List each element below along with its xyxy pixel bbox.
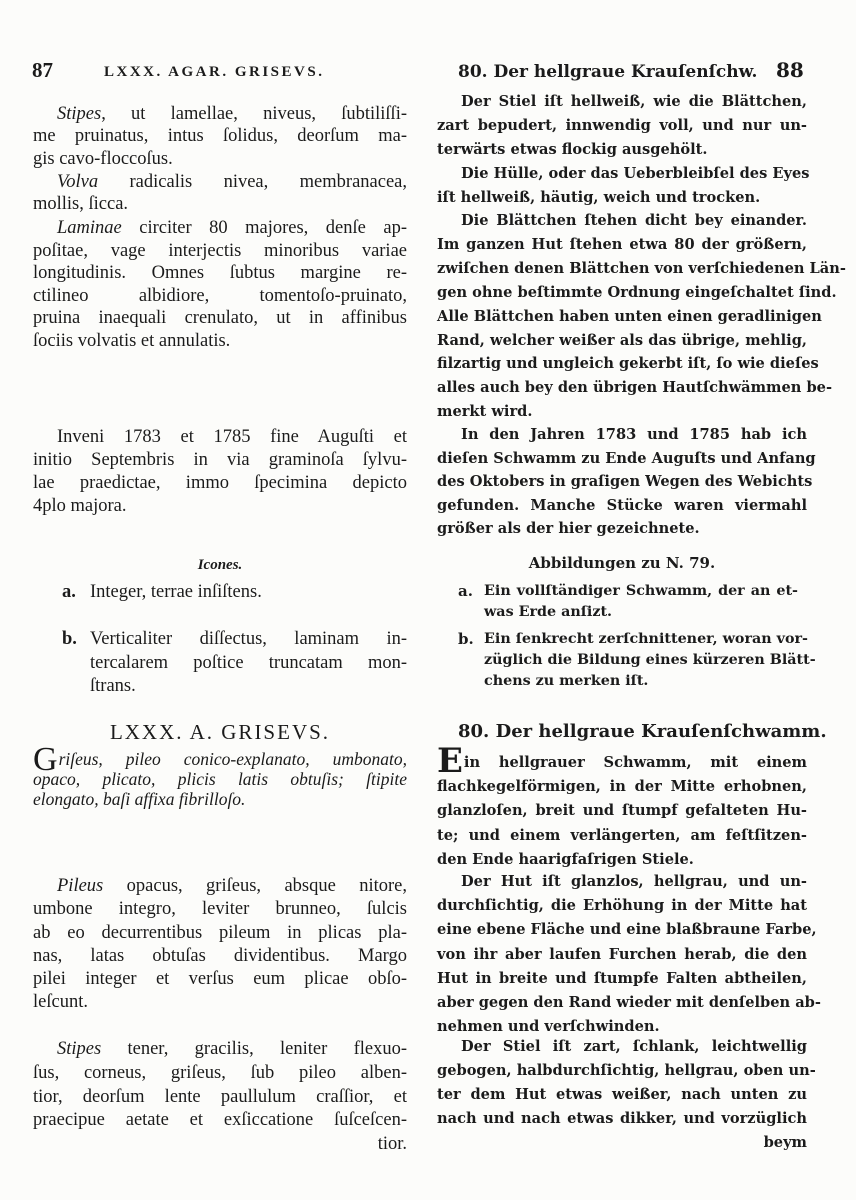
text-line: merkt wird.	[437, 403, 533, 421]
text-line: Hut in breite und ſtumpfe Falten abtheilen,	[437, 969, 807, 987]
paragraph-stipes	[33, 103, 407, 170]
text-line: ab eo decurrentibus pileum in plicas pla-	[33, 922, 407, 943]
text-line: ctilineo albidiore, tomentoſo-pruinato,	[33, 285, 407, 306]
text-line: In den Jahren 1783 und 1785 hab ich	[461, 426, 807, 443]
text-line: von ihr aber laufen Furchen herab, die den	[437, 945, 807, 963]
text-line: Der Stiel iſt hellweiß, wie die Blättchen,	[461, 93, 807, 110]
text-line: alles auch bey den übrigen Hautſchwämmen be-	[437, 379, 833, 397]
text-line: Integer, terrae inſiſtens.	[90, 582, 262, 602]
text-line: Die Hülle, oder das Ueberbleibſel des Eyes	[461, 165, 810, 182]
text-line	[33, 875, 407, 898]
paragraph-pileus	[33, 875, 407, 1015]
list-item-b	[484, 629, 816, 692]
list-label-b: b.	[62, 629, 77, 649]
paragraph-stipes-2	[33, 1038, 407, 1157]
list-item-b	[90, 628, 407, 699]
text-line: lae praedictae, immo ſpecimina depicto	[33, 473, 407, 493]
text-line: Inveni 1783 et 1785 fine Auguſti et	[57, 427, 407, 447]
text-line: Rand, welcher weißer als das übrige, mehlig,	[437, 331, 807, 349]
paragraph-volva	[33, 171, 407, 216]
text-line: aber gegen den Rand wieder mit denſelben ab-	[437, 994, 821, 1012]
line-text: tener, gracilis, leniter flexuo-	[101, 1039, 407, 1059]
text-line: elongato, baſi affixa fibrilloſo.	[33, 788, 246, 809]
text-line: 4plo majora.	[33, 496, 127, 516]
section-heading: LXXX. A. GRISEVS.	[109, 720, 331, 744]
drop-cap: G	[33, 741, 58, 778]
text-line	[33, 741, 407, 778]
text-line	[33, 103, 407, 125]
text-line: pruina inaequali crenulato, ut in affinibus	[33, 308, 407, 329]
text-line: iſt hellweiß, häutig, weich und trocken.	[437, 188, 761, 206]
text-line: pilei integer et verſus eum plicae obſo-	[33, 969, 407, 990]
line-text: circiter 80 majores, denſe ap-	[121, 218, 407, 238]
text-line: gis cavo-floccoſus.	[33, 148, 173, 169]
text-line: dieſen Schwamm zu Ende Auguſts und Anfang	[437, 449, 816, 467]
text-line: glanzloſen, breit und ſtumpf gefalteten Hu-	[437, 802, 807, 820]
text-line: gebogen, halbdurchſichtig, hellgrau, oben un-	[437, 1062, 816, 1080]
text-line: opaco, plicato, plicis latis obtuſis; ſtipite	[33, 769, 407, 789]
paragraph-laminae	[33, 217, 407, 353]
lead-word: Stipes	[57, 1039, 102, 1059]
text-line: mollis, ſicca.	[33, 194, 129, 215]
lead-word: Pileus	[57, 876, 104, 896]
text-line: nach und nach etwas dikker, und vorzüglich	[437, 1110, 807, 1128]
icones-title: Icones.	[197, 557, 243, 573]
text-line: praecipue aetate et exſiccatione ſuſceſcen-	[33, 1110, 407, 1131]
text-line: was Erde anſizt.	[484, 604, 613, 620]
list-item-a	[484, 581, 798, 623]
paragraph-stiel	[437, 90, 807, 161]
text-line: zart bepudert, innwendig voll, und nur un-	[437, 116, 807, 134]
text-line: Verticaliter diſſectus, laminam in-	[90, 629, 407, 649]
abbildungen-title: Abbildungen zu N. 79.	[528, 554, 716, 572]
page-number: 88	[776, 58, 804, 82]
running-title: LXXX. AGAR. GRISEVS.	[104, 64, 325, 80]
text-line: größer als der hier gezeichnete.	[437, 520, 700, 537]
text-line: me pruinatus, intus ſolidus, deorſum ma-	[33, 126, 407, 147]
text-line: ſociis volvatis et annulatis.	[33, 330, 231, 351]
list-label-a: a.	[458, 582, 473, 600]
paragraph-beschreibung	[437, 741, 807, 872]
lead-word: Stipes	[57, 104, 102, 124]
text-line: initio Septembris in via graminoſa ſylvu-	[33, 450, 407, 470]
text-line: gen ohne beſtimmte Ordnung eingeſchaltet ſind.	[437, 283, 837, 301]
text-line: flachkegelförmigen, in der Mitte erhobnen,	[437, 778, 807, 796]
text-line: ſtrans.	[90, 676, 136, 696]
list-item-a	[90, 581, 407, 604]
text-line: des Oktobers in graſigen Wegen des Webichts	[437, 473, 813, 490]
text-line: Alle Blättchen haben unten einen geradlinigen	[437, 307, 822, 325]
section-heading: 80. Der hellgraue Krauſenſchwamm.	[458, 721, 827, 742]
text-line: te; und einem verlängerten, am feſtſitzen-	[437, 826, 807, 844]
line-text: in hellgrauer Schwamm, mit einem	[463, 754, 807, 771]
text-line	[437, 741, 807, 781]
text-line: poſitae, vage interjectis minoribus variae	[33, 240, 407, 261]
text-line: nas, latas obtuſas dividentibus. Margo	[33, 945, 407, 966]
text-line: eine ebene Fläche und eine blaßbraune Farbe,	[437, 921, 817, 939]
text-line: beym	[763, 1134, 807, 1152]
text-line	[33, 217, 407, 240]
text-line: Der Hut iſt glanzlos, hellgrau, und un-	[461, 873, 807, 890]
lead-word: Volva	[57, 172, 99, 192]
running-title: 80. Der hellgraue Krauſenſchw.	[458, 62, 758, 82]
diagnosis-paragraph	[33, 741, 407, 809]
text-line	[33, 1038, 407, 1062]
text-line: terwärts etwas flockig ausgehölt.	[437, 140, 708, 158]
list-label-b: b.	[458, 630, 474, 648]
text-line: züglich die Bildung eines kürzeren Blätt-	[484, 652, 816, 668]
paragraph-inveni	[33, 426, 407, 518]
text-line: chens zu merken iſt.	[484, 673, 649, 689]
text-line: ſus, corneus, griſeus, ſub pileo alben-	[33, 1062, 407, 1083]
text-line: gefunden. Manche Stücke waren viermahl	[437, 496, 807, 514]
text-line: Der Stiel iſt zart, ſchlank, leichtwellig	[461, 1038, 807, 1055]
line-text: riſeus, pileo conico-explanato, umbonato,	[58, 749, 407, 769]
paragraph-hut	[437, 870, 821, 1039]
text-line: umbone integro, leviter brunneo, ſulcis	[33, 899, 407, 920]
text-line: nehmen und verſchwinden.	[437, 1018, 660, 1036]
text-line	[33, 171, 407, 193]
text-line: zwiſchen denen Blättchen von verſchiedenen Län-	[437, 259, 846, 277]
text-line: durchſichtig, die Erhöhung in der Mitte hat	[437, 897, 807, 915]
page-number: 87	[32, 58, 53, 82]
text-line: longitudinis. Omnes ſubtus margine re-	[33, 263, 407, 284]
list-label-a: a.	[62, 582, 76, 602]
paragraph-fundort	[437, 423, 816, 541]
text-line: tior, deorſum lente paullulum craſſior, et	[33, 1086, 407, 1107]
text-line: Im ganzen Hut ſtehen etwa 80 der größern,	[437, 235, 807, 253]
line-text: opacus, griſeus, absque nitore,	[103, 876, 407, 896]
text-line: tior.	[377, 1134, 407, 1155]
paragraph-stiel-2	[437, 1035, 816, 1155]
text-line: ter dem Hut etwas weißer, nach unten zu	[437, 1086, 807, 1104]
lead-word: Laminae	[57, 218, 122, 238]
text-line: Die Blättchen ſtehen dicht bey einander.	[461, 212, 807, 229]
paragraph-blaettchen	[437, 209, 846, 424]
text-line: leſcunt.	[33, 992, 88, 1013]
line-text: radicalis nivea, membranacea,	[98, 172, 407, 192]
drop-cap: E	[437, 741, 463, 781]
text-line: tercalarem poſtice truncatam mon-	[90, 652, 407, 673]
text-line: Ein vollſtändiger Schwamm, der an et-	[484, 583, 798, 599]
text-line: Ein ſenkrecht zerſchnittener, woran vor-	[484, 631, 808, 647]
text-line: den Ende haarigfaſrigen Stiele.	[437, 850, 694, 868]
paragraph-huelle	[437, 162, 810, 210]
line-text: , ut lamellae, niveus, ſubtiliſſi-	[101, 104, 407, 124]
text-line: filzartig und ungleich gekerbt iſt, ſo wie dieſes	[437, 355, 819, 373]
